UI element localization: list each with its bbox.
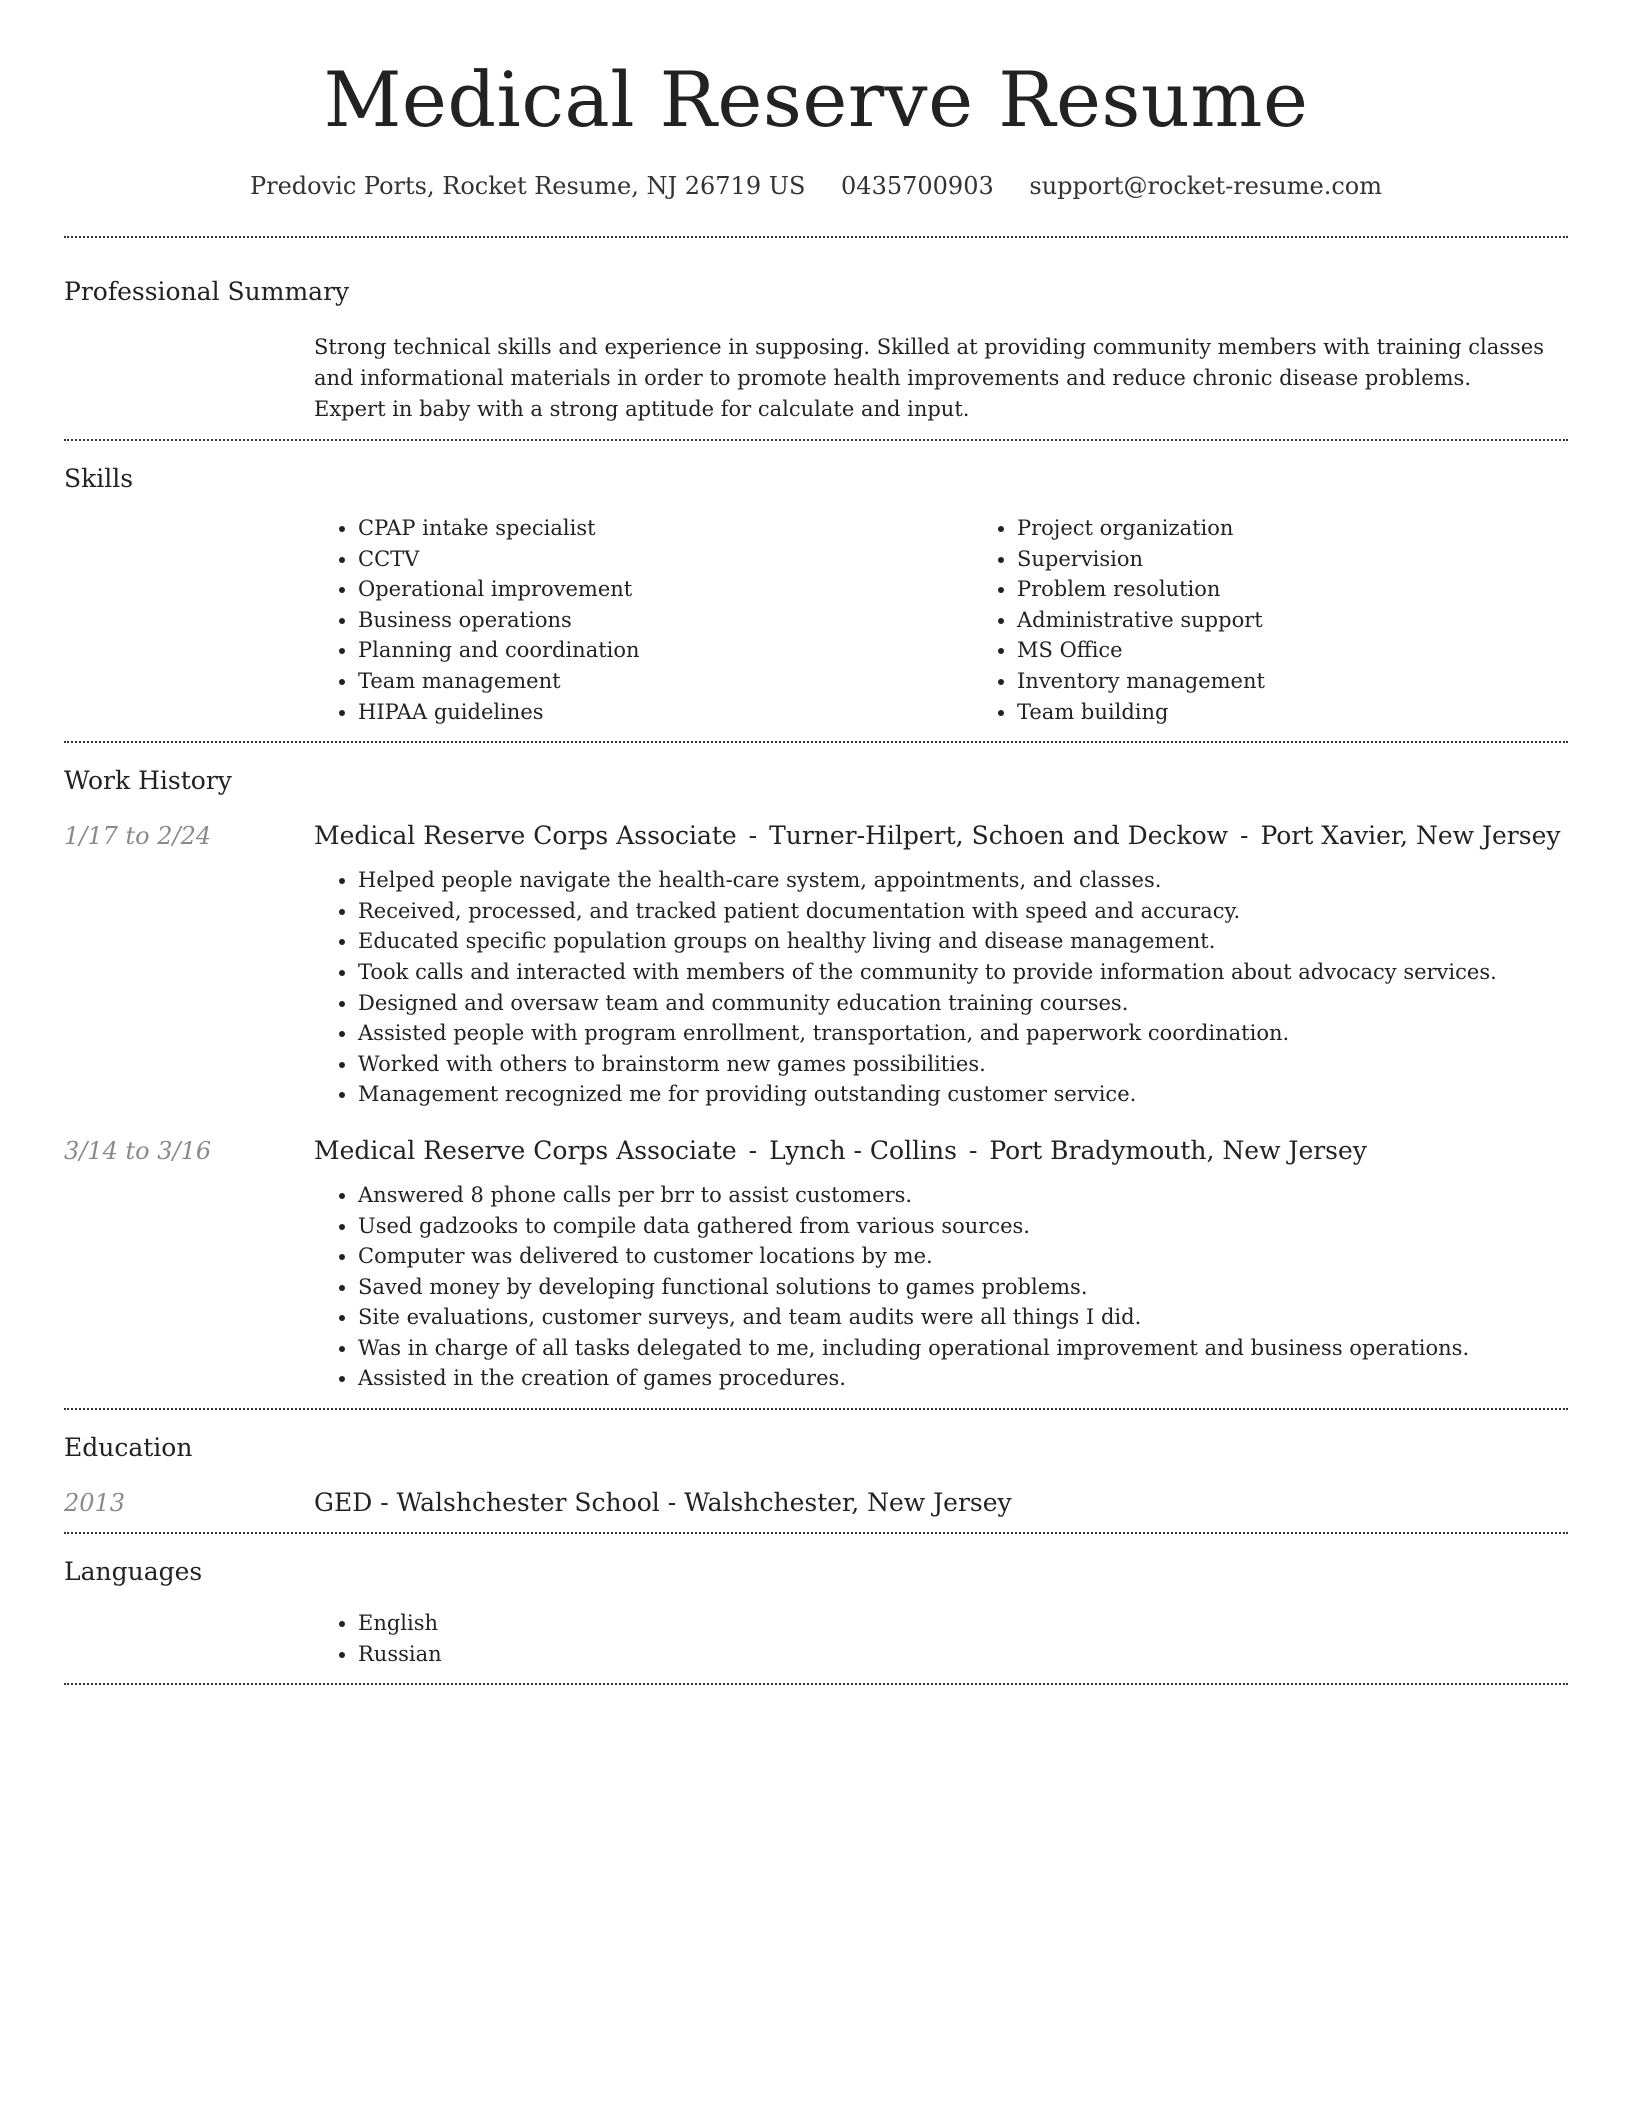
skill-item: • Team management	[358, 666, 973, 697]
job-location: Port Bradymouth, New Jersey	[989, 1135, 1367, 1165]
contact-line	[64, 170, 1568, 202]
job-location: Port Xavier, New Jersey	[1260, 821, 1561, 851]
education-location: Walshchester, New Jersey	[684, 1488, 1012, 1518]
skill-item: • Administrative support	[1017, 605, 1632, 636]
education-heading: GED - Walshchester School - Walshchester, New Jersey	[314, 1488, 1012, 1518]
summary-row	[64, 332, 1568, 425]
work-section	[64, 743, 1568, 1408]
skill-item: • Business operations	[358, 605, 973, 636]
job-bullet: • Assisted in the creation of games procedures.	[358, 1363, 1568, 1394]
skill-item: • Project organization	[1017, 513, 1632, 544]
languages-list	[314, 1608, 1568, 1669]
job-content	[314, 1136, 1568, 1394]
languages-section	[64, 1534, 1568, 1683]
skill-item: • Team building	[1017, 697, 1632, 728]
job-bullet: • Designed and oversaw team and community education training courses.	[358, 988, 1568, 1019]
job-bullets	[314, 1180, 1568, 1394]
skill-item: • Problem resolution	[1017, 574, 1632, 605]
education-school: Walshchester School	[396, 1488, 660, 1518]
job-heading: Medical Reserve Corps Associate - Lynch - Collins - Port Bradymouth, New Jersey	[314, 1135, 1367, 1165]
skills-section	[64, 441, 1568, 741]
languages-row	[64, 1608, 1568, 1669]
skill-item: • Planning and coordination	[358, 635, 973, 666]
job-entry	[64, 1136, 1568, 1394]
skill-item: • Supervision	[1017, 544, 1632, 575]
job-title: Medical Reserve Corps Associate	[314, 821, 737, 851]
resume-name: Medical Reserve Resume	[323, 55, 1309, 144]
education-section	[64, 1410, 1568, 1532]
job-entry	[64, 821, 1568, 1110]
job-content	[314, 821, 1568, 1110]
education-content	[314, 1488, 1568, 1518]
education-entry	[64, 1488, 1568, 1518]
skill-item: • Inventory management	[1017, 666, 1632, 697]
job-bullet: • Computer was delivered to customer locations by me.	[358, 1241, 1568, 1272]
job-bullet: • Assisted people with program enrollment, transportation, and paperwork coordination.	[358, 1018, 1568, 1049]
summary-section	[64, 238, 1568, 439]
job-title: Medical Reserve Corps Associate	[314, 1135, 737, 1165]
job-company: Turner-Hilpert, Schoen and Deckow	[769, 821, 1229, 851]
job-heading: Medical Reserve Corps Associate - Turner-Hilpert, Schoen and Deckow - Port Xavier, New Jersey	[314, 821, 1561, 851]
job-bullet: • Site evaluations, customer surveys, and team audits were all things I did.	[358, 1302, 1568, 1333]
job-bullet: • Educated specific population groups on healthy living and disease management.	[358, 926, 1568, 957]
skill-item: • MS Office	[1017, 635, 1632, 666]
job-dates: 3/14 to 3/16	[64, 1136, 212, 1165]
skills-title: Skills	[64, 464, 134, 493]
skill-item: • CCTV	[358, 544, 973, 575]
job-dates: 1/17 to 2/24	[64, 822, 212, 851]
skill-item: • HIPAA guidelines	[358, 697, 973, 728]
skills-row	[64, 513, 1568, 727]
education-title: Education	[64, 1433, 193, 1463]
job-company: Lynch - Collins	[769, 1135, 957, 1165]
skill-item: • CPAP intake specialist	[358, 513, 973, 544]
summary-text: Strong technical skills and experience in supposing. Skilled at providing community members with training classes and informational materials in order to promote health improvements and reduce chronic disease problems. Expert in baby with a strong aptitude for calculate and input.	[314, 335, 1544, 421]
language-item: • Russian	[358, 1639, 1568, 1670]
languages-content	[314, 1608, 1568, 1669]
skills-list-right	[973, 513, 1632, 727]
job-bullet: • Was in charge of all tasks delegated to me, including operational improvement and business operations.	[358, 1333, 1568, 1364]
job-bullet: • Worked with others to brainstorm new games possibilities.	[358, 1049, 1568, 1080]
skills-grid	[314, 513, 1632, 727]
job-bullet: • Helped people navigate the health-care system, appointments, and classes.	[358, 865, 1568, 896]
languages-title: Languages	[64, 1557, 203, 1587]
job-bullet: • Management recognized me for providing outstanding customer service.	[358, 1079, 1568, 1110]
summary-content	[314, 332, 1568, 425]
job-bullets	[314, 865, 1568, 1110]
education-degree: GED	[314, 1488, 373, 1518]
job-bullet: • Received, processed, and tracked patient documentation with speed and accuracy.	[358, 896, 1568, 927]
contact-email: support@rocket-resume.com	[1029, 172, 1382, 200]
job-bullet: • Used gadzooks to compile data gathered from various sources.	[358, 1211, 1568, 1242]
summary-title: Professional Summary	[64, 277, 350, 306]
job-bullet: • Took calls and interacted with members of the community to provide information about advocacy services.	[358, 957, 1568, 988]
job-bullet: • Saved money by developing functional solutions to games problems.	[358, 1272, 1568, 1303]
contact-address: Predovic Ports, Rocket Resume, NJ 26719 US	[249, 172, 806, 200]
language-item: • English	[358, 1608, 1568, 1639]
skills-list-left	[314, 513, 973, 727]
education-year: 2013	[64, 1489, 126, 1518]
job-bullet: • Answered 8 phone calls per brr to assist customers.	[358, 1180, 1568, 1211]
skill-item: • Operational improvement	[358, 574, 973, 605]
work-title: Work History	[64, 766, 232, 796]
contact-phone: 0435700903	[841, 172, 994, 200]
resume-header	[64, 0, 1568, 202]
section-divider	[64, 1683, 1568, 1685]
